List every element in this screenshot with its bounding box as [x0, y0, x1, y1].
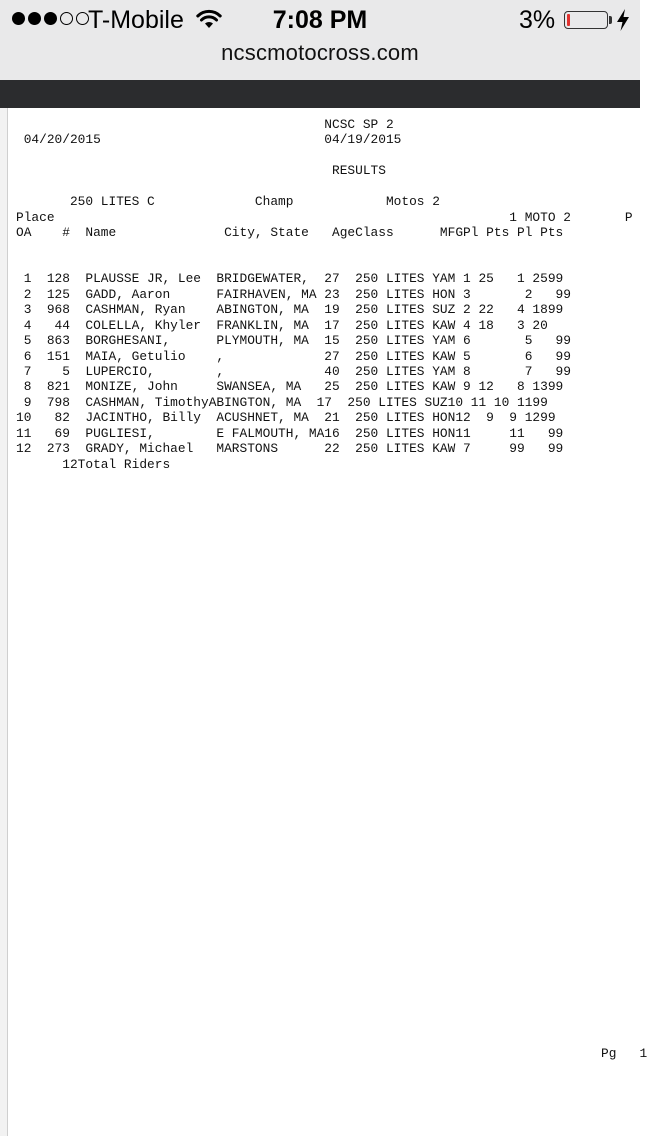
report-header-line: OA # Name City, State AgeClass MFGPl Pts Pl Pts: [16, 225, 564, 241]
report-line: [16, 241, 633, 256]
report-line: 4 44 COLELLA, Khyler FRANKLIN, MA 17 250 LITES KAW 4 18 3 20: [16, 317, 548, 333]
charging-bolt-icon: [616, 9, 630, 31]
address-bar[interactable]: ncscmotocross.com: [221, 40, 419, 65]
report-header-line: [16, 148, 633, 163]
report-line: 8 821 MONIZE, John SWANSEA, MA 25 250 LITES KAW 9 12 8 1399: [16, 379, 564, 395]
report-line: 10 82 JACINTHO, Billy ACUSHNET, MA 21 250 LITES HON12 9 9 1299: [16, 410, 556, 426]
report-line: 11 69 PUGLIESI, E FALMOUTH, MA16 250 LITES HON11 11 99: [16, 425, 564, 441]
page-number-label: Pg 1: [601, 1046, 648, 1061]
report-line: 6 151 MAIA, Getulio , 27 250 LITES KAW 5 6 99: [16, 348, 571, 364]
status-time: 7:08 PM: [272, 6, 368, 34]
battery-icon: [564, 11, 608, 29]
report-line: 1 128 PLAUSSE JR, Lee BRIDGEWATER, 27 250 LITES YAM 1 25 1 2599: [16, 271, 564, 287]
report-header-line: 250 LITES C Champ Motos 2: [16, 194, 440, 210]
report-header-line: 04/20/2015 04/19/2015: [16, 132, 402, 148]
report-header-line: Place 1 MOTO 2 P: [16, 209, 633, 225]
report-line: 7 5 LUPERCIO, , 40 250 LITES YAM 8 7 99: [16, 364, 571, 379]
report-page: [7, 108, 648, 1136]
report-header-line: NCSC SP 2: [16, 117, 394, 132]
report-header-line: RESULTS: [16, 163, 386, 179]
report-line: 5 863 BORGHESANI, PLYMOUTH, MA 15 250 LITES YAM 6 5 99: [16, 333, 571, 349]
results-report: [16, 117, 633, 472]
report-line: 3 968 CASHMAN, Ryan ABINGTON, MA 19 250 LITES SUZ 2 22 4 1899: [16, 302, 564, 318]
report-line: [16, 256, 633, 271]
report-line: 12 273 GRADY, Michael MARSTONS 22 250 LITES KAW 7 99 99: [16, 441, 564, 457]
battery-level: [567, 14, 570, 26]
status-bar: [0, 0, 640, 40]
carrier-name: T-Mobile: [88, 6, 184, 34]
browser-chrome: [0, 0, 640, 80]
report-line: 12Total Riders: [16, 456, 171, 472]
report-line: 2 125 GADD, Aaron FAIRHAVEN, MA 23 250 LITES HON 3 2 99: [16, 286, 571, 302]
battery-tip: [609, 16, 612, 24]
report-header-line: [16, 179, 633, 194]
page-toolbar-band: [0, 80, 640, 108]
battery-percent: 3%: [519, 6, 556, 34]
document-viewport[interactable]: [0, 108, 648, 1136]
report-line: 9 798 CASHMAN, TimothyABINGTON, MA 17 250 LITES SUZ10 11 10 1199: [16, 394, 548, 410]
